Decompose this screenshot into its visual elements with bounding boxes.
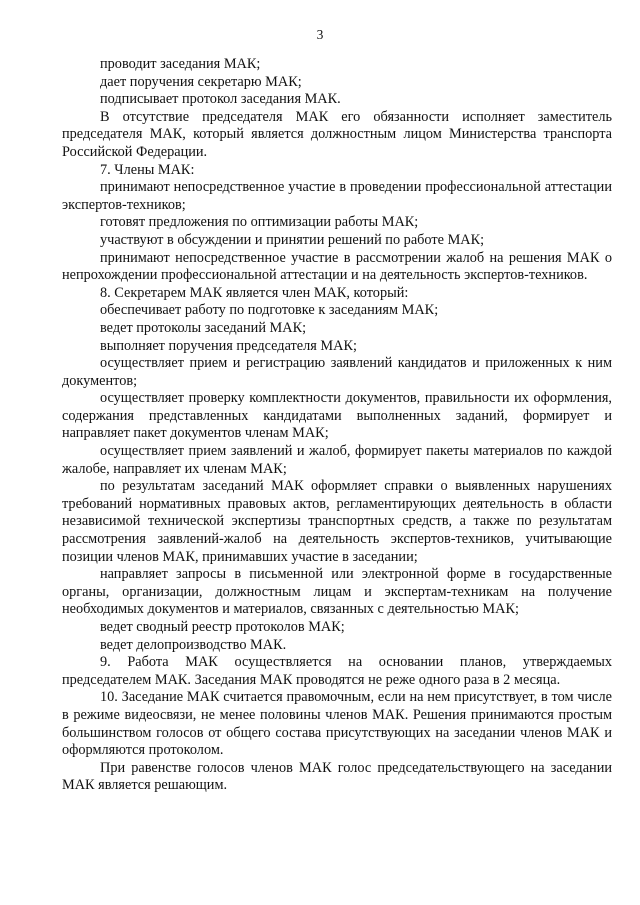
page-number: 3 bbox=[316, 27, 324, 42]
section-9-paragraph: 9. Работа МАК осуществляется на основании планов, утверждаемых председателем МАК. Заседания МАК проводятся не реже одного раза в 2 месяца. bbox=[62, 654, 612, 688]
section-8-heading: 8. Секретарем МАК является член МАК, который: bbox=[100, 284, 409, 301]
section-10-paragraph: 10. Заседание МАК считается правомочным, если на нем присутствует, в том числе в режиме видеосвязи, не менее половины членов МАК. Решения принимаются простым большинством голосов от общего состава присутствующих на заседании членов МАК и оформляются протоколом. bbox=[62, 689, 612, 759]
paragraph: участвуют в обсуждении и принятии решений по работе МАК; bbox=[100, 231, 485, 248]
paragraph: дает поручения секретарю МАК; bbox=[100, 73, 302, 90]
paragraph: осуществляет прием заявлений и жалоб, формирует пакеты материалов по каждой жалобе, направляет их членам МАК; bbox=[62, 443, 612, 477]
paragraph: направляет запросы в письменной или электронной форме в государственные органы, организации, должностным лицам и экспертам-техникам на получение необходимых документов и материалов, связанных с деятельностью МАК; bbox=[62, 566, 612, 618]
paragraph: выполняет поручения председателя МАК; bbox=[100, 337, 357, 354]
paragraph: обеспечивает работу по подготовке к заседаниям МАК; bbox=[100, 302, 439, 319]
section-7-heading: 7. Члены МАК: bbox=[100, 161, 195, 178]
paragraph: подписывает протокол заседания МАК. bbox=[100, 91, 341, 108]
paragraph: осуществляет проверку комплектности документов, правильности их оформления, содержания представленных кандидатами выполненных заданий, формирует и направляет пакет документов членам МАК; bbox=[62, 390, 612, 442]
paragraph: по результатам заседаний МАК оформляет справки о выявленных нарушениях требований нормативных правовых актов, регламентирующих деятельность в области независимой технической экспертизы транспортных средств, а также по результатам рассмотрения заявлений-жалоб на деятельность экспертов-техников, учитывающие позиции членов МАК, принимавших участие в заседании; bbox=[62, 478, 612, 565]
paragraph: проводит заседания МАК; bbox=[100, 56, 261, 72]
paragraph: готовят предложения по оптимизации работы МАК; bbox=[100, 214, 419, 231]
paragraph: ведет сводный реестр протоколов МАК; bbox=[100, 619, 345, 635]
paragraph: принимают непосредственное участие в проведении профессиональной аттестации экспертов-техников; bbox=[62, 179, 612, 213]
document-body bbox=[62, 56, 612, 795]
paragraph: осуществляет прием и регистрацию заявлений кандидатов и приложенных к ним документов; bbox=[62, 355, 612, 389]
paragraph: ведет делопроизводство МАК. bbox=[100, 636, 287, 653]
paragraph: ведет протоколы заседаний МАК; bbox=[100, 319, 307, 336]
paragraph: принимают непосредственное участие в рассмотрении жалоб на решения МАК о непрохождении профессиональной аттестации и на деятельность экспертов-техников. bbox=[62, 249, 612, 284]
paragraph: При равенстве голосов членов МАК голос председательствующего на заседании МАК является решающим. bbox=[62, 759, 612, 794]
paragraph: В отсутствие председателя МАК его обязанности исполняет заместитель председателя МАК, который является должностным лицом Министерства транспорта Российской Федерации. bbox=[62, 108, 612, 160]
